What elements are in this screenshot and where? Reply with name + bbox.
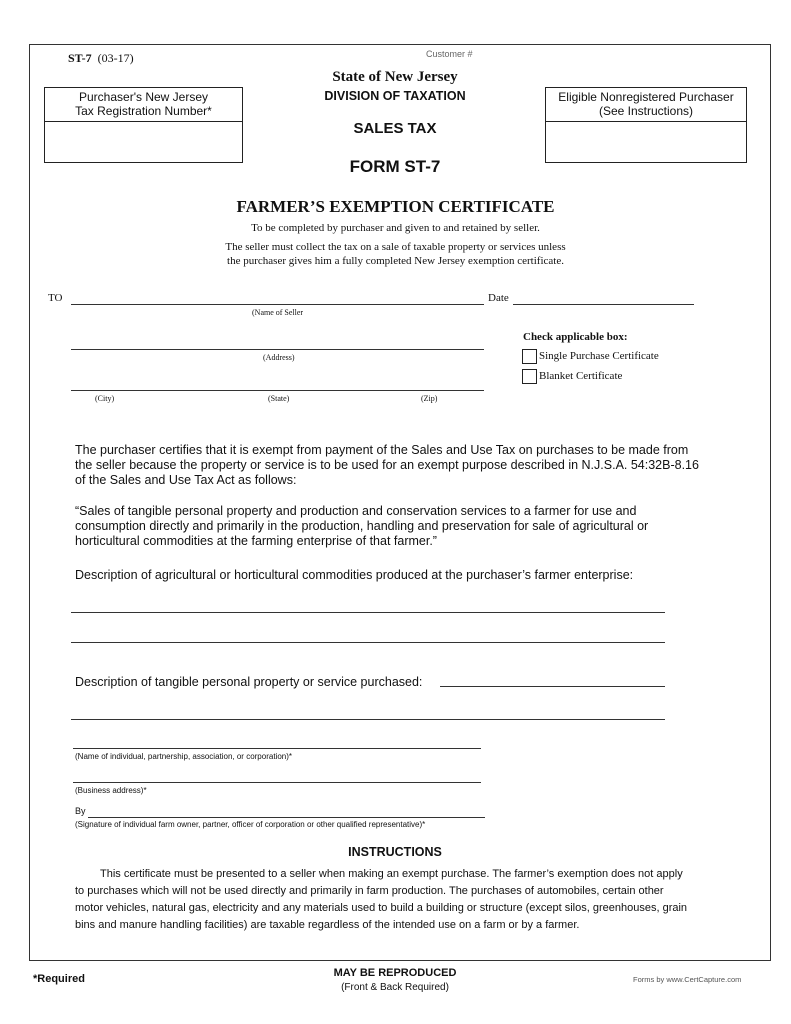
form-name: FORM ST-7: [349, 157, 441, 176]
to-label: TO: [48, 292, 63, 304]
property-label: Description of tangible personal property or service purchased:: [75, 675, 423, 689]
front-back-note: (Front & Back Required): [341, 982, 449, 993]
property-line-2[interactable]: [71, 719, 665, 720]
division-name: DIVISION OF TAXATION: [324, 89, 466, 103]
zip-caption: (Zip): [421, 394, 438, 403]
state-name: State of New Jersey: [332, 69, 458, 85]
seller-notice-1: The seller must collect the tax on a sale of taxable property or services unless: [225, 241, 566, 253]
seller-address-field[interactable]: [71, 349, 484, 350]
seller-notice-2: the purchaser gives him a fully completed New Jersey exemption certificate.: [227, 255, 564, 267]
credit-note: Forms by www.CertCapture.com: [633, 975, 742, 984]
date-label: Date: [488, 292, 509, 304]
by-label: By: [75, 806, 86, 816]
seller-address-caption: (Address): [263, 353, 295, 362]
commodities-line-2[interactable]: [71, 642, 665, 643]
business-address-field[interactable]: [73, 782, 481, 783]
nonregistered-purchaser-input[interactable]: [546, 122, 746, 162]
form-code: ST-7: [68, 51, 92, 65]
blanket-certificate-checkbox[interactable]: [522, 369, 537, 384]
instructions-heading: INSTRUCTIONS: [348, 845, 442, 859]
certificate-subtitle: To be completed by purchaser and given to and retained by seller.: [251, 222, 540, 234]
blanket-certificate-label: Blanket Certificate: [539, 370, 623, 382]
state-caption: (State): [268, 394, 290, 403]
may-be-reproduced: MAY BE REPRODUCED: [333, 967, 457, 979]
form-revision: (03-17): [97, 51, 134, 65]
tax-registration-input[interactable]: [45, 122, 242, 162]
signature-field[interactable]: [88, 817, 485, 818]
business-address-caption: (Business address)*: [75, 786, 147, 795]
certification-paragraph: The purchaser certifies that it is exempt from payment of the Sales and Use Tax on purchases to be made from the seller because the property or service is to be used for an exempt purpose described in N.J.S.A. 54:32B-8.16 of the Sales and Use Tax Act as follows:: [75, 443, 699, 487]
tax-registration-label: Purchaser's New Jersey Tax Registration Number*: [45, 88, 242, 122]
seller-name-field[interactable]: [71, 304, 484, 305]
commodities-label: Description of agricultural or horticultural commodities produced at the purchaser’s farmer enterprise:: [75, 568, 634, 582]
tax-registration-box: [44, 87, 243, 163]
property-line-1[interactable]: [440, 686, 665, 687]
required-note: *Required: [33, 973, 85, 985]
check-box-heading: Check applicable box:: [523, 331, 628, 343]
seller-name-caption: (Name of Seller: [252, 308, 304, 317]
statute-quote: “Sales of tangible personal property and production and conservation services to a farmer for use and consumption directly and primarily in the production, handling and preservation for sale of agricultural or horticultural commodities at the farming enterprise of that farmer.”: [75, 504, 649, 548]
tax-type: SALES TAX: [353, 120, 437, 137]
single-purchase-checkbox[interactable]: [522, 349, 537, 364]
nonregistered-purchaser-box: [545, 87, 747, 163]
form-code-line: [68, 51, 134, 66]
certificate-title: FARMER’S EXEMPTION CERTIFICATE: [236, 197, 555, 216]
city-caption: (City): [95, 394, 115, 403]
signature-caption: (Signature of individual farm owner, partner, officer of corporation or other qualified representative)*: [75, 820, 426, 829]
commodities-line-1[interactable]: [71, 612, 665, 613]
purchaser-name-caption: (Name of individual, partnership, association, or corporation)*: [75, 752, 292, 761]
purchaser-name-field[interactable]: [73, 748, 481, 749]
instructions-paragraph: This certificate must be presented to a seller when making an exempt purchase. The farmer’s exemption does not apply to purchases which will not be used directly and primarily in farm production. The purchases of automobiles, certain other motor vehicles, natural gas, electricity and any materials used to build a building or structure (except silos, greenhouses, grain bins and manure handling facilities) are taxable regardless of the intended use on a farm or by a farmer.: [75, 868, 688, 931]
nonregistered-purchaser-label: Eligible Nonregistered Purchaser (See Instructions): [546, 88, 746, 122]
date-field[interactable]: [513, 304, 694, 305]
seller-city-state-zip-field[interactable]: [71, 390, 484, 391]
customer-number-label: Customer #: [426, 49, 473, 59]
single-purchase-label: Single Purchase Certificate: [539, 350, 659, 362]
